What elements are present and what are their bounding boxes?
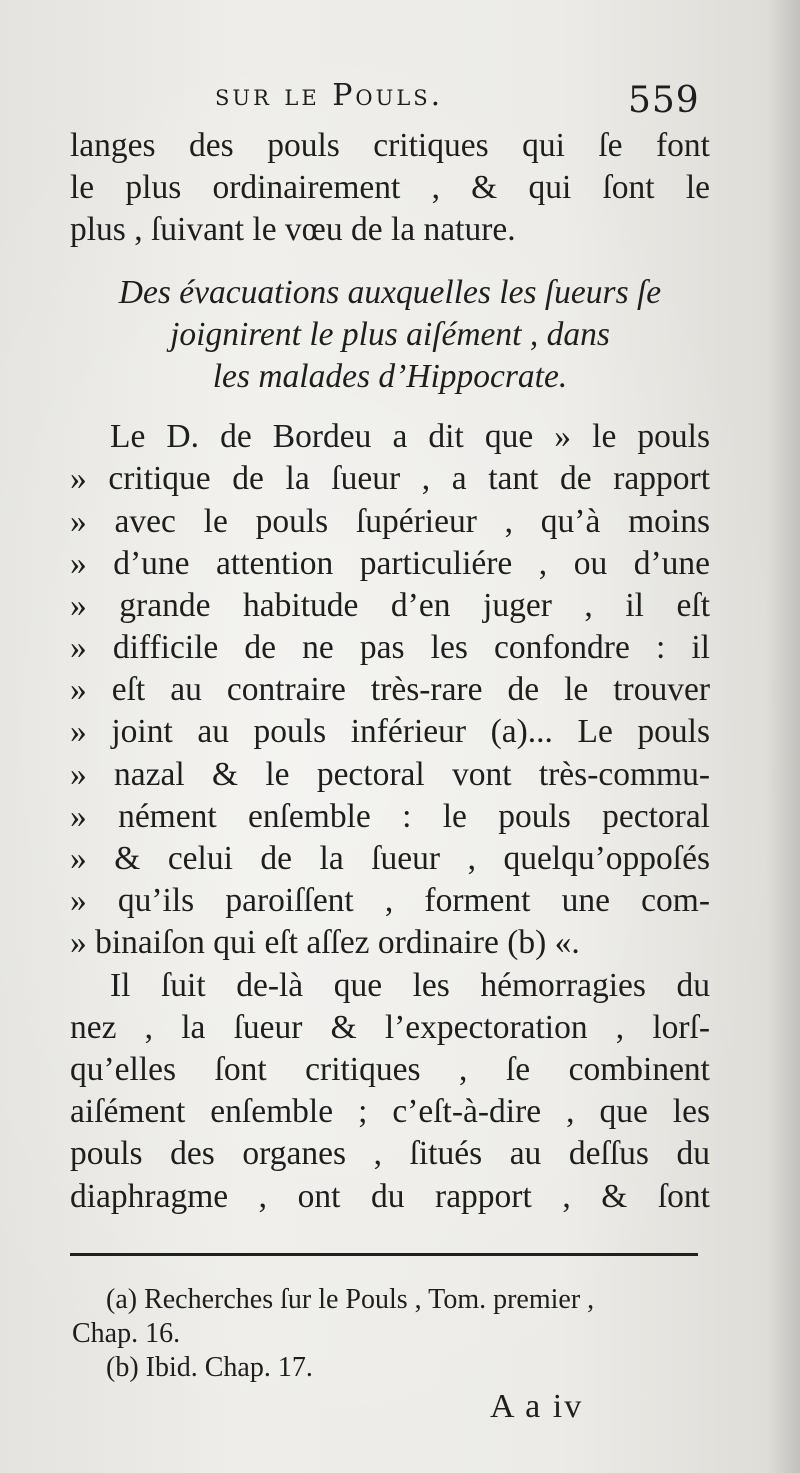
heading-line: Des évacuations auxquelles les ſueurs ſe: [118, 273, 662, 311]
quote-line: » grande habitude d’en juger , il eſt: [70, 586, 710, 624]
footnote-a: (a) Recherches ſur le Pouls , Tom. premier ,: [106, 1284, 595, 1315]
quote-line: » & celui de la ſueur , quelqu’oppoſés: [70, 840, 710, 877]
text-line: diaphragme , ont du rapport , & ſont: [70, 1177, 710, 1215]
page-number: 559: [628, 80, 700, 121]
quote-line: » d’une attention particuliére , ou d’une: [70, 544, 710, 582]
footnote-b: (b) Ibid. Chap. 17.: [106, 1352, 313, 1383]
text-line: pouls des organes , ſitués au deſſus du: [70, 1135, 710, 1173]
heading-line: les malades d’Hippocrate.: [212, 357, 568, 395]
text-line: qu’elles ſont critiques , ſe combinent: [70, 1050, 710, 1088]
footnote-a-continued: Chap. 16.: [72, 1318, 181, 1349]
quote-line: Le D. de Bordeu a dit que » le pouls: [110, 418, 710, 456]
footnote-rule: [70, 1253, 698, 1256]
text-line: le plus ordinairement , & qui ſont le: [70, 169, 710, 207]
main-text: [70, 125, 710, 1218]
footnotes: [72, 1283, 712, 1385]
text-line: aiſément enſemble ; c’eſt-à-dire , que les: [70, 1093, 710, 1131]
quote-line: » difficile de ne pas les confondre : il: [70, 629, 710, 667]
quote-line: » eſt au contraire très-rare de le trouver: [70, 671, 710, 709]
quote-line: » avec le pouls ſupérieur , qu’à moins: [70, 502, 710, 540]
text-line: plus , ſuivant le vœu de la nature.: [70, 211, 516, 249]
quote-line: » qu’ils paroiſſent , forment une com-: [70, 882, 710, 920]
section-heading: [70, 272, 710, 399]
quote-line: » nément enſemble : le pouls pectoral: [70, 797, 710, 835]
quote-line: » critique de la ſueur , a tant de rapport: [70, 460, 710, 498]
running-title: sur le Pouls.: [215, 78, 444, 113]
text-line: langes des pouls critiques qui ſe font: [70, 127, 710, 164]
page-edge-shadow: [766, 0, 800, 1473]
quote-line: » joint au pouls inférieur (a)... Le pouls: [70, 713, 710, 751]
heading-line: joignirent le plus aiſément , dans: [170, 315, 610, 353]
signature-mark: A a iv: [490, 1388, 584, 1425]
text-line: Il ſuit de-là que les hémorragies du: [110, 966, 710, 1004]
text-line: nez , la ſueur & l’expectoration , lorſ-: [70, 1008, 710, 1046]
quote-line: » binaiſon qui eſt aſſez ordinaire (b) «.: [70, 924, 580, 962]
quote-line: » nazal & le pectoral vont très-commu-: [70, 755, 710, 793]
